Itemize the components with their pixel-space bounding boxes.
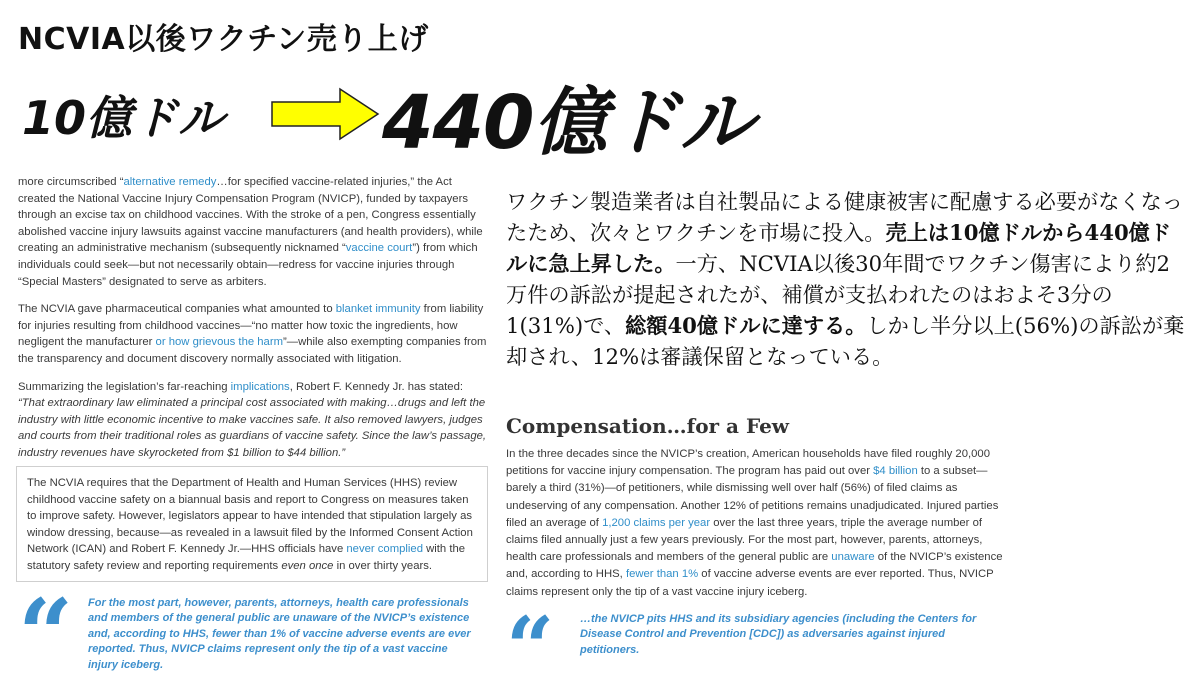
jp-sentence: ワクチン製造業者は自社製品による健康被害に配慮する必要がなくなったため、次々とワクチンを市場に投入。 bbox=[506, 189, 1183, 245]
link-implications[interactable]: implications bbox=[230, 380, 290, 393]
link-fewer-than-1pct[interactable]: fewer than 1% bbox=[625, 568, 699, 581]
text-span: of vaccine adverse events are ever reported. Thus, NVICP claims represent only the tip of a vast vaccine injury iceberg. bbox=[506, 568, 994, 598]
text-span: ”) from which individuals could seek—but not necessarily obtain—redress for vaccine injuries through “Special Masters” designated to serve as arbiters. bbox=[18, 242, 478, 288]
quote-icon: “ bbox=[506, 598, 555, 675]
text-span: ”—while also exempting companies from the transparency and document discovery normally associated with litigation. bbox=[18, 336, 487, 365]
link-blanket-immunity[interactable]: blanket immunity bbox=[335, 303, 421, 316]
text-span: , Robert F. Kennedy Jr. has stated: bbox=[289, 380, 464, 393]
headline: NCVIA以後ワクチン売り上げ bbox=[18, 22, 429, 57]
text-span: The NCVIA gave pharmaceutical companies what amounted to bbox=[18, 303, 336, 316]
link-unaware[interactable]: unaware bbox=[831, 551, 875, 564]
kennedy-quote: “That extraordinary law eliminated a principal cost associated with making…drugs and left the industry with little economic incentive to make vaccines safe. It also removed lawyers, judges and courts from their traditional roles as guardians of vaccine safety. Since the law’s passage, industry revenues have skyrocketed from $1 billion to $44 billion.” bbox=[18, 397, 487, 459]
link-grievous-harm[interactable]: or how grievous the harm bbox=[155, 336, 284, 349]
paragraph-3 bbox=[18, 379, 488, 462]
text-span: Summarizing the legislation’s far-reaching bbox=[18, 380, 231, 393]
paragraph-2 bbox=[18, 301, 488, 367]
pullquote-right bbox=[506, 598, 1006, 675]
text-span: to a subset—barely a third (31%)—of petitioners, while dismissing well over half (56%) of filed claims as undeserving of any compensation. Another 12% of petitions remains unadjudicated. Injured parties filed an average of bbox=[506, 465, 999, 529]
link-alternative-remedy[interactable]: alternative remedy bbox=[123, 176, 217, 188]
from-amount: 10億ドル bbox=[22, 91, 225, 145]
text-span: of the NVICP’s existence and, according to HHS, bbox=[506, 551, 1003, 581]
text-span: over the last three years, triple the average number of claims filed annually just a few years previously. For the most part, however, parents, attorneys, health care professionals and members of the general public are bbox=[506, 516, 983, 564]
paragraph-1 bbox=[18, 174, 488, 290]
link-4-billion[interactable]: $4 billion bbox=[873, 465, 918, 478]
text-span: in over thirty years. bbox=[333, 559, 433, 572]
jp-sentence: 一方、NCVIA以後30年間でワクチン傷害により約2万件の訴訟が提起されたが、補償が支払われたのはおよそ3分の1(31%)で、 bbox=[506, 251, 1170, 338]
article-left-column bbox=[18, 168, 488, 473]
text-span: more circumscribed “ bbox=[18, 176, 124, 188]
link-vaccine-court[interactable]: vaccine court bbox=[345, 242, 413, 255]
section-title: Compensation…for a Few bbox=[506, 414, 790, 438]
text-span: In the three decades since the NVICP’s creation, American households have filed roughly 20,000 petitions for vaccine injury compensation. The program has paid out over bbox=[506, 448, 990, 478]
link-never-complied[interactable]: never complied bbox=[346, 543, 423, 556]
revenue-comparison bbox=[22, 72, 822, 166]
pullquote-text: For the most part, however, parents, attorneys, health care professionals and members of the general public are unaware of the NVICP’s existence and, according to HHS, fewer than 1% of vaccine adverse events are ever reported. Thus, NVICP claims represent only the tip of a vast vaccine injury iceberg. bbox=[88, 597, 471, 671]
emphasis-text: even once bbox=[281, 559, 334, 572]
quote-icon: “ bbox=[18, 578, 74, 675]
jp-sentence-bold: 売上は10億ドルから440億ドルに急上昇した。 bbox=[506, 220, 1172, 276]
right-arrow-icon bbox=[270, 86, 382, 142]
japanese-summary bbox=[506, 186, 1186, 372]
text-span: …for specified vaccine-related injuries,” the Act created the National Vaccine Injury Compensation Program (NVICP), funded by taxpayers through an excise tax on childhood vaccines. With the stroke of a pen, Congress essentially abolished vaccine injury lawsuits against vaccine manufacturers (and health providers), while creating an administrative mechanism (subsequently nicknamed “ bbox=[18, 176, 483, 255]
callout-box bbox=[16, 466, 488, 582]
jp-sentence: しかし半分以上(56%)の訴訟が棄却され、12%は審議保留となっている。 bbox=[506, 313, 1185, 369]
text-span: with the statutory safety review and reporting requirements bbox=[27, 543, 466, 572]
pullquote-text: …the NVICP pits HHS and its subsidiary agencies (including the Centers for Disease Control and Prevention [CDC]) as adversaries against injured petitioners. bbox=[580, 613, 977, 656]
pullquote-left bbox=[18, 578, 488, 675]
text-span: The NCVIA requires that the Department of Health and Human Services (HHS) review childhood vaccine safety on a biannual basis and report to Congress on measures taken to improve safety. However, legislators appear to have intended that stipulation largely as window dressing, because—as revealed in a lawsuit filed by the Informed Consent Action Network (ICAN) and Robert F. Kennedy Jr.—HHS officials have bbox=[27, 477, 473, 556]
article-right-body bbox=[506, 446, 1006, 601]
link-claims-per-year[interactable]: 1,200 claims per year bbox=[602, 516, 711, 529]
to-amount: 440億ドル bbox=[382, 80, 753, 166]
jp-sentence-bold: 総額40億ドルに達する。 bbox=[625, 313, 867, 338]
text-span: from liability for injuries resulting from childhood vaccines—“no matter how toxic the ingredients, how negligent the manufacturer bbox=[18, 303, 484, 349]
